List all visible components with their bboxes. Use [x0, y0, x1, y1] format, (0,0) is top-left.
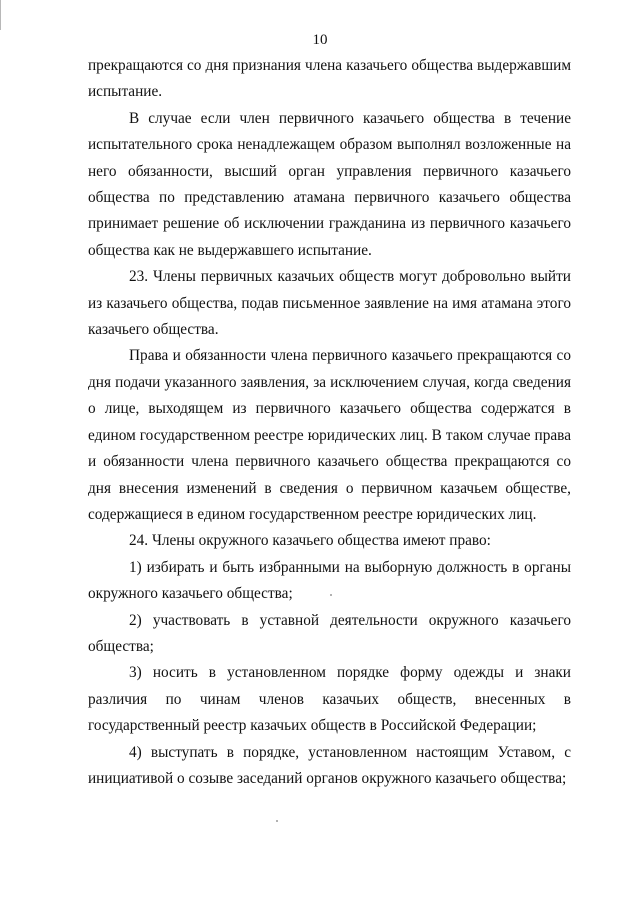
list-item-4: 4) выступать в порядке, установленном настоящим Уставом, с инициативой о созыве заседаний органов окружного казачьего общества; — [88, 743, 571, 787]
paragraph-rights-termination: Права и обязанности члена первичного казачьего прекращаются со дня подачи указанного заявления, за исключением случая, когда сведения о лице, выходящем из первичного казачьего общества содержатся в едином государственном реестре юридических лиц. В таком случае права и обязанности члена первичного казачьего общества прекращаются со дня внесения изменений в сведения о первичном казачьем обществе, содержащиеся в едином государственном реестре юридических лиц. — [88, 347, 571, 523]
page-number: 10 — [312, 32, 328, 48]
paragraph-continuation: прекращаются со дня признания члена казачьего общества выдержавшим испытание. — [88, 57, 571, 101]
scan-edge-mark — [0, 0, 1, 30]
paragraph-clause-24: 24. Члены окружного казачьего общества имеют право: — [129, 532, 491, 550]
paragraph-clause-23: 23. Члены первичных казачьих обществ могут добровольно выйти из казачьего общества, подав письменное заявление на имя атамана этого казачьего общества. — [88, 268, 571, 339]
list-item-3: 3) носить в установленном порядке форму одежды и знаки различия по чинам членов казачьих обществ, внесенных в государственный реестр казачьих обществ в Российской Федерации; — [88, 664, 571, 735]
paragraph-exclusion-trial: В случае если член первичного казачьего общества в течение испытательного срока ненадлежащем образом выполнял возложенные на него обязанности, высший орган управления первичного казачьего общества по представлению атамана первичного казачьего общества принимает решение об исключении гражданина из первичного казачьего общества как не выдержавшего испытание. — [88, 109, 571, 259]
document-body — [88, 53, 571, 792]
list-item-2: 2) участвовать в уставной деятельности окружного казачьего общества; — [88, 611, 571, 655]
list-item-1: 1) избирать и быть избранными на выборную должность в органы окружного казачьего общества; — [88, 558, 571, 603]
scan-speck — [276, 820, 278, 822]
